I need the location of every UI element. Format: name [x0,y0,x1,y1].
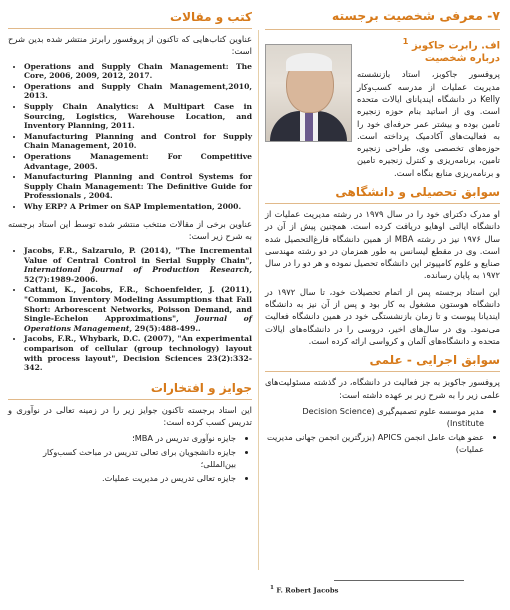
portrait-tie [305,113,313,141]
main-title: ۷- معرفی شخصیت برجسته [331,8,500,23]
awards-list [8,432,252,484]
left-column [8,8,252,486]
list-item [24,285,252,333]
footnote [270,585,338,594]
articles-list [8,246,252,373]
list-item: • جایزه تعالی تدریس در مدیریت عملیات. [8,472,236,484]
article-journal: International Journal of Production Research, [24,265,252,275]
books-rule [8,28,252,29]
column-divider [258,30,259,570]
list-item: • جایزه دانشجویان برای تعالی تدریس در مباحث کسب‌وکار بین‌المللی؛ [8,446,236,470]
name-footnote-mark: 1 [402,36,409,46]
right-column [265,8,500,457]
books-heading: کتب و مقالات [170,10,252,24]
list-item: • Manufacturing Planning and Control for Supply Chain Management, 2010. [24,132,252,151]
list-item [24,246,252,284]
list-item: • عضو هیات عامل انجمن APICS (بزرگترین انجمن جهانی مدیریت عملیات) [265,431,484,455]
list-item [24,334,252,372]
portrait-photo [265,44,352,142]
article-text: Cattani, K., Jacobs, F.R., Schoenfelder, J. (2011), "Common Inventory Modeling Assumptions that Fall Short: Arborescent Networks, Poisson Demand, and Single-Echelon Approximations", [24,285,252,324]
executive-heading: سوابق اجرایی - علمی [369,353,500,368]
about-heading: درباره شخصیت [424,53,500,65]
education-paragraph-1: او مدرک دکترای خود را در سال ۱۹۷۹ در رشته مدیریت عملیات از دانشگاه ایالتی اوهایو دریافت کرده است. همچنین پیش از آن در سال ۱۹۷۶ نیز در رشته MBA از همین دانشگاه فارغ‌التحصیل شده است. وی در مقطع لیسانس به طور همزمان در دو رشته مهندسی صنایع و علوم کامپیوتر این دانشگاه تحصیل نموده و هر دو را در سال ۱۹۷۲ به پایان رسانده. [265,209,501,281]
list-item: • Operations Management: For Competitive Advantage, 2005. [24,152,252,171]
education-heading: سوابق تحصیلی و دانشگاهی [335,185,500,199]
executive-paragraph: پروفسور جاکوبز به جز فعالیت در دانشگاه، در گذشته مسئولیت‌های علمی زیر را به شرح زیر بر عهده داشته است: [265,377,500,400]
person-name-text: اف. رابرت جاکوبز [411,40,500,52]
bio-block [265,36,500,179]
books-intro: عناوین کتاب‌هایی که تاکنون از پروفسور رابرتز منتشر شده بدین شرح است: [8,34,252,57]
education-paragraph-2: این استاد برجسته پس از اتمام تحصیلات خود، تا سال ۱۹۷۲ در دانشگاه هوستون مشغول به کار بود و پس از آن نیز به دانشگاه ایندیانا پیوست و تا زمان بازنشستگی خود در همین دانشگاه فعالیت می‌نمود. وی در سال‌های اخیر، دروسی را در دانشگاه‌های ایالات متحده و دانشگاه‌های آلمان و کرواسی ارائه کرده است. [265,286,500,346]
article-text: 29(5):488-499.. [132,323,201,333]
bio-paragraph: پروفسور جاکوبز، استاد بازنشسته مدیریت عملیات از مدرسه کسب‌وکار Kelly در دانشگاه ایندیانای ایالات متحده است. وی از اساتید بنام حوزه زنجیره تامین بوده و بیشتر عمر حرفه‌ای خود را به فعالیت‌های آکادمیک پرداخته است. حوزه‌های تخصصی وی، طراحی زنجیره تامین، برنامه‌ریزی و کنترل زنجیره تامین و برنامه‌ریزی منابع بنگاه است. [357,69,500,178]
list-item: • Manufacturing Planning and Control Systems for Supply Chain Management: The Definitive Guide for Professionals , 2004. [24,172,252,201]
awards-rule [8,399,252,400]
bio-text [357,36,500,64]
portrait-hair [286,53,332,71]
books-list [8,62,252,212]
list-item: • Supply Chain Analytics: A Multipart Case in Sourcing, Logistics, Warehouse Location, and Inventory Planning, 2011. [24,102,252,131]
footnote-text: F. Robert Jacobs [276,586,339,595]
executive-rule [265,371,500,372]
list-item: • جایزه نوآوری تدریس در MBA؛ [8,432,236,444]
article-text: 52(7):1989-2006. [24,274,98,284]
article-text: Jacobs, F.R., Salzarulo, P. (2014), "The Incremental Value of Central Control in Serial Supply Chain", [24,246,252,265]
awards-heading: جوایز و افتخارات [150,380,252,395]
list-item: • Operations and Supply Chain Management: The Core, 2006, 2009, 2012, 2017. [24,62,252,81]
education-rule [265,203,500,204]
list-item: • Operations and Supply Chain Management,2010, 2013. [24,82,252,101]
article-text: Jacobs, F.R., Whybark, D.C. (2007), "An experimental comparison of cellular (group technology) layout with process layout", Decision Sciences 23(2):332-342. [24,334,252,373]
list-item: • مدیر موسسه علوم تصمیم‌گیری (Decision Science Institute) [265,405,484,429]
list-item: • Why ERP? A Primer on SAP Implementation, 2000. [24,202,252,212]
title-rule [265,29,500,30]
articles-intro: عناوین برخی از مقالات منتخب منتشر شده توسط این استاد برجسته به شرح زیر است: [8,218,252,241]
footnote-number: 1 [270,585,274,591]
person-name [357,36,500,51]
executive-list [265,405,500,455]
footnote-rule [334,580,464,581]
awards-intro: این استاد برجسته تاکنون جوایز زیر را در زمینه تعالی در نوآوری و تدریس کسب کرده است: [8,404,252,428]
article-journal: Journal of Operations Management, [24,314,253,333]
